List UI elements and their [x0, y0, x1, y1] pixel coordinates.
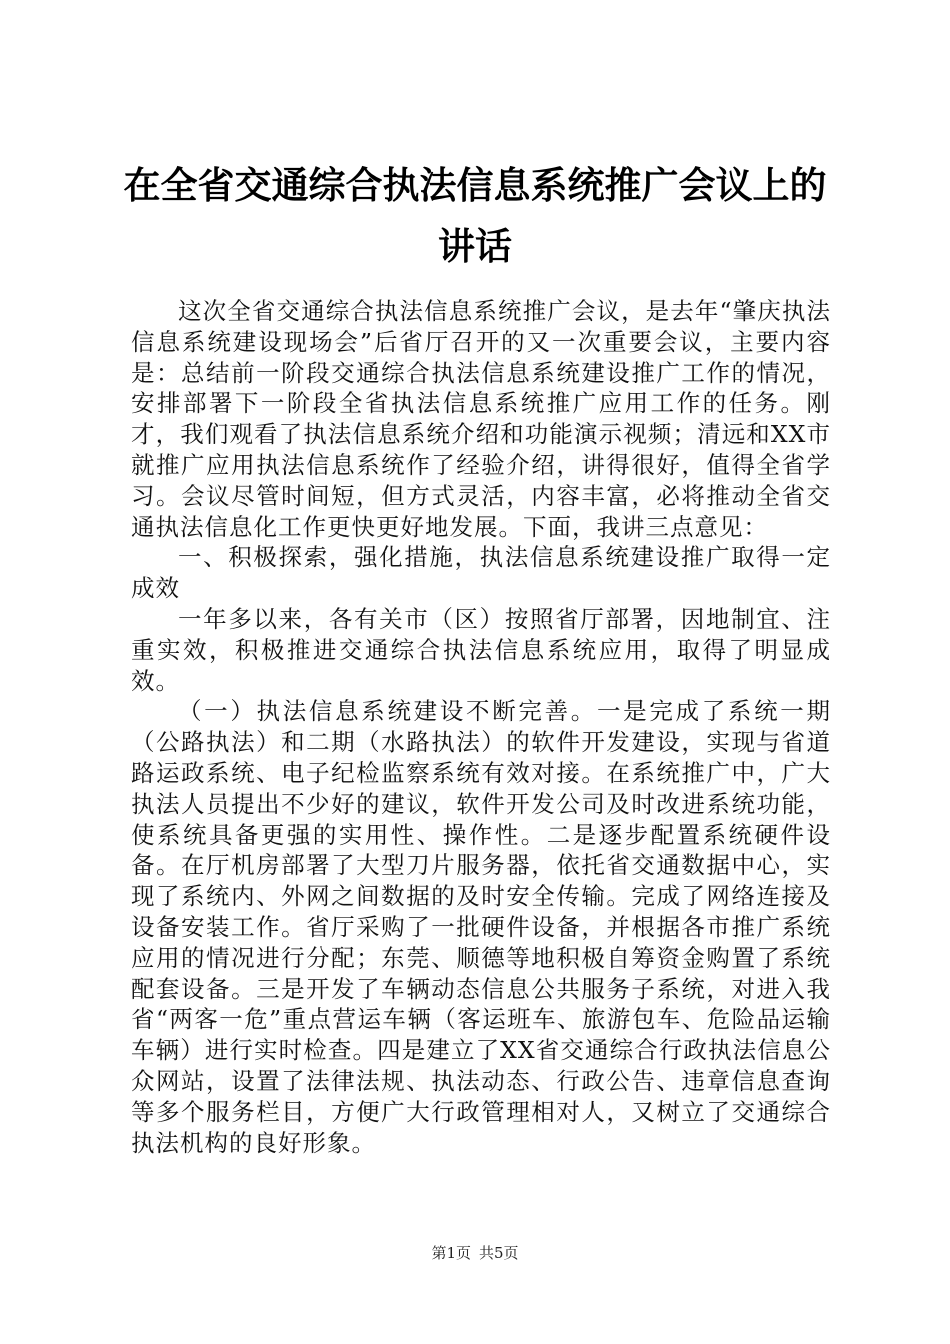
- document-body: [131, 296, 831, 1158]
- page-footer: [0, 1243, 950, 1263]
- paragraph-intro: 这次全省交通综合执法信息系统推广会议，是去年“肇庆执法信息系统建设现场会”后省厅召开的又一次重要会议，主要内容是：总结前一阶段交通综合执法信息系统建设推广工作的情况，安排部署下一阶段全省执法信息系统推广应用工作的任务。刚才，我们观看了执法信息系统介绍和功能演示视频；清远和XX市就推广应用执法信息系统作了经验介绍，讲得很好，值得全省学习。会议尽管时间短，但方式灵活，内容丰富，必将推动全省交通执法信息化工作更快更好地发展。下面，我讲三点意见：: [131, 297, 831, 541]
- paragraph-subsection-one: （一）执法信息系统建设不断完善。一是完成了系统一期（公路执法）和二期（水路执法）的软件开发建设，实现与省道路运政系统、电子纪检监察系统有效对接。在系统推广中，广大执法人员提出不少好的建议，软件开发公司及时改进系统功能，使系统具备更强的实用性、操作性。二是逐步配置系统硬件设备。在厅机房部署了大型刀片服务器，依托省交通数据中心，实现了系统内、外网之间数据的及时安全传输。完成了网络连接及设备安装工作。省厅采购了一批硬件设备，并根据各市推广系统应用的情况进行分配；东莞、顺德等地积极自筹资金购置了系统配套设备。三是开发了车辆动态信息公共服务子系统，对进入我省“两客一危”重点营运车辆（客运班车、旅游包车、危险品运输车辆）进行实时检查。四是建立了XX省交通综合行政执法信息公众网站，设置了法律法规、执法动态、行政公告、违章信息查询等多个服务栏目，方便广大行政管理相对人，又树立了交通综合执法机构的良好形象。: [131, 697, 831, 1157]
- paragraph-section-heading: 一、积极探索，强化措施，执法信息系统建设推广取得一定成效: [131, 543, 831, 603]
- document-title: 在全省交通综合执法信息系统推广会议上的讲话: [123, 164, 827, 268]
- page-total: 共5页: [479, 1244, 519, 1262]
- paragraph-summary: 一年多以来，各有关市（区）按照省厅部署，因地制宜、注重实效，积极推进交通综合执法信息系统应用，取得了明显成效。: [131, 604, 831, 695]
- page-number: 第1页: [431, 1244, 471, 1262]
